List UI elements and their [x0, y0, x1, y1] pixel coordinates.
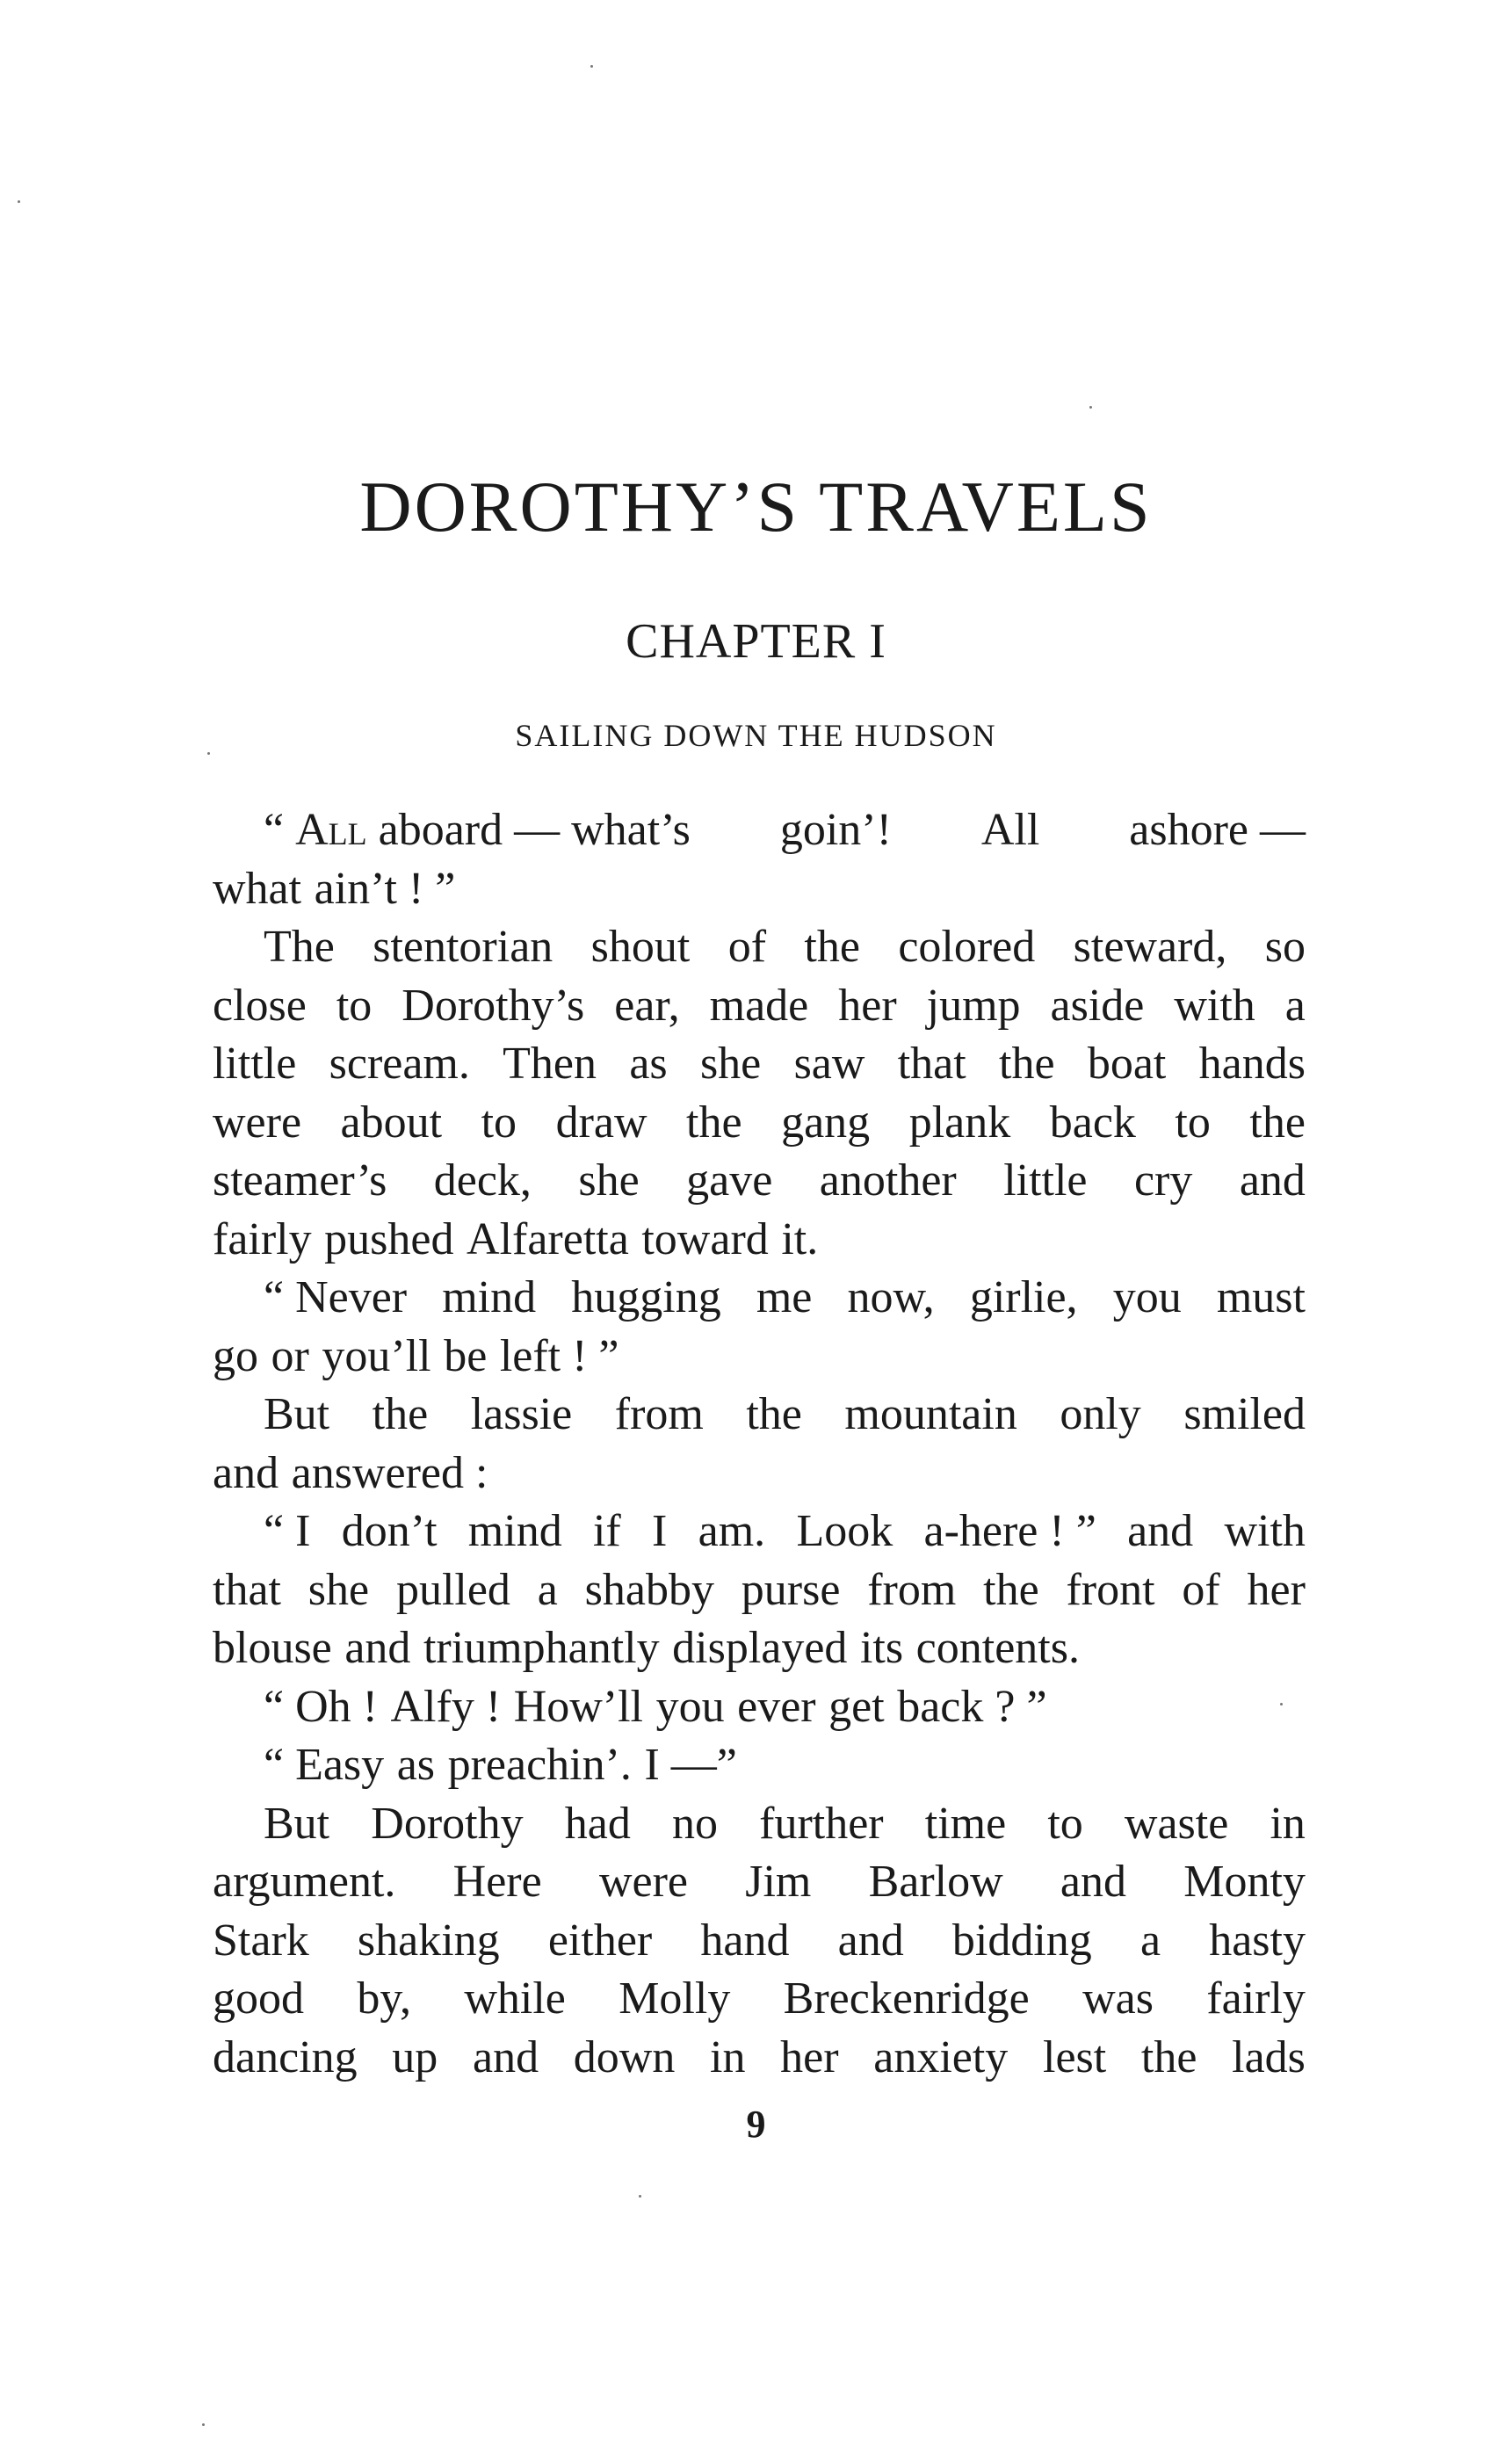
word: Monty: [1183, 1857, 1306, 1907]
word: she: [307, 1564, 370, 1615]
text-line: [213, 801, 1306, 860]
word: draw: [555, 1097, 647, 1148]
word: or: [271, 1330, 309, 1381]
word: anxiety: [873, 2031, 1009, 2082]
word: with: [1174, 980, 1255, 1031]
text-line: [213, 1211, 1306, 1270]
word: steamer’s: [213, 1155, 387, 1206]
word: must: [1216, 1272, 1306, 1322]
word: close: [213, 980, 307, 1031]
word: shabby: [584, 1564, 714, 1615]
word: she: [699, 1039, 762, 1089]
text-line: [213, 1269, 1306, 1328]
word: goin’!: [779, 805, 892, 855]
text-line: [213, 977, 1306, 1036]
word: jump: [926, 980, 1021, 1031]
word: by,: [357, 1973, 411, 2024]
word: of: [727, 922, 767, 972]
word: gang: [781, 1097, 871, 1148]
word: you: [655, 1681, 725, 1732]
word: hands: [1198, 1039, 1306, 1089]
word: and: [837, 1915, 904, 1966]
word: a: [1139, 1915, 1161, 1966]
word: and: [1127, 1506, 1194, 1556]
word: that: [213, 1564, 281, 1615]
word: you’ll: [322, 1330, 431, 1381]
text-line: [213, 1736, 1306, 1795]
word: hasty: [1209, 1915, 1306, 1966]
word: ear,: [614, 980, 680, 1031]
word: “ I: [264, 1506, 311, 1556]
word: “ Easy: [264, 1740, 385, 1790]
body-text: [213, 801, 1306, 2087]
word: fairly: [1206, 1973, 1306, 2024]
word: lassie: [470, 1389, 573, 1439]
word: shaking: [357, 1915, 500, 1966]
word: lest: [1043, 2031, 1107, 2082]
word: what: [213, 863, 302, 914]
word: answered :: [291, 1447, 488, 1498]
word: it.: [781, 1213, 819, 1264]
word: Here: [452, 1857, 542, 1907]
word: made: [709, 980, 809, 1031]
word: down: [573, 2031, 676, 2082]
word: a-here ! ”: [923, 1506, 1096, 1556]
word: shout: [590, 922, 691, 972]
word: Alfaretta: [467, 1213, 629, 1264]
word: contents.: [915, 1623, 1080, 1673]
word: a: [537, 1564, 558, 1615]
word: the: [999, 1039, 1055, 1089]
chapter-heading: CHAPTER I: [626, 614, 886, 669]
word: her: [1247, 1564, 1306, 1615]
word: the: [1140, 2031, 1197, 2082]
word: mind: [467, 1506, 562, 1556]
word: if: [592, 1506, 621, 1556]
word: toward: [641, 1213, 769, 1264]
text-line: [213, 1795, 1306, 1854]
text-line: [213, 1619, 1306, 1678]
word: be: [444, 1330, 488, 1381]
word: aboard — what’s: [366, 805, 691, 855]
word: deck,: [433, 1155, 532, 1206]
word: Breckenridge: [783, 1973, 1030, 2024]
word: and: [1239, 1155, 1306, 1206]
word: purse: [741, 1564, 841, 1615]
word: and: [472, 2031, 539, 2082]
word: the: [1249, 1097, 1306, 1148]
word: Dorothy: [371, 1798, 524, 1849]
word: get: [828, 1681, 885, 1732]
word: scream.: [329, 1039, 470, 1089]
word: from: [867, 1564, 957, 1615]
paper-speck: [202, 2423, 205, 2426]
text-line: [213, 1445, 1306, 1503]
word: fairly: [213, 1213, 312, 1264]
word: further: [759, 1798, 884, 1849]
paper-speck: [639, 2195, 641, 2198]
word: bidding: [951, 1915, 1092, 1966]
word: boat: [1087, 1039, 1167, 1089]
word: with: [1224, 1506, 1306, 1556]
word: the: [804, 922, 860, 972]
word: gave: [686, 1155, 773, 1206]
word: am.: [698, 1506, 766, 1556]
word: Dorothy’s: [402, 980, 585, 1031]
word: preachin’.: [447, 1740, 632, 1790]
word: go: [213, 1330, 258, 1381]
word: blouse: [213, 1623, 332, 1673]
word: the: [372, 1389, 429, 1439]
word: either: [547, 1915, 653, 1966]
word: to: [481, 1097, 517, 1148]
word: so: [1264, 922, 1306, 972]
word: Alfy !: [390, 1681, 502, 1732]
word: I —”: [644, 1740, 737, 1790]
text-line: [213, 1035, 1306, 1094]
word: stentorian: [373, 922, 553, 972]
word: and: [213, 1447, 279, 1498]
word: only: [1060, 1389, 1141, 1439]
word: to: [1047, 1798, 1083, 1849]
word: and: [1060, 1857, 1126, 1907]
word: smiled: [1183, 1389, 1306, 1439]
word: Barlow: [868, 1857, 1003, 1907]
word: But: [264, 1798, 330, 1849]
word: ashore —: [1129, 805, 1306, 855]
paper-speck: [207, 752, 210, 755]
paper-speck: [1089, 406, 1092, 409]
word: time: [924, 1798, 1007, 1849]
word: Look: [796, 1506, 893, 1556]
text-line: [213, 918, 1306, 977]
word: no: [671, 1798, 718, 1849]
word: saw: [793, 1039, 865, 1089]
text-line: [213, 1503, 1306, 1561]
chapter-title: SAILING DOWN THE HUDSON: [515, 718, 997, 753]
word: little: [213, 1039, 297, 1089]
word: to: [1175, 1097, 1211, 1148]
word: in: [1270, 1798, 1306, 1849]
word: don’t: [341, 1506, 438, 1556]
opening-phrase: [264, 801, 691, 860]
text-line: [213, 1386, 1306, 1445]
word: from: [614, 1389, 704, 1439]
word: back: [1049, 1097, 1136, 1148]
word: argument.: [213, 1857, 396, 1907]
word: the: [746, 1389, 802, 1439]
word: Stark: [213, 1915, 309, 1966]
word: Molly: [619, 1973, 731, 2024]
word: aside: [1050, 980, 1145, 1031]
text-line: [213, 1678, 1306, 1737]
word: colored: [898, 922, 1036, 972]
word: were: [598, 1857, 688, 1907]
word: cry: [1133, 1155, 1193, 1206]
word: the: [983, 1564, 1039, 1615]
text-line: [213, 860, 1306, 919]
word: steward,: [1073, 922, 1227, 972]
word: displayed: [672, 1623, 848, 1673]
text-line: [213, 1970, 1306, 2029]
word: her: [838, 980, 897, 1031]
word: about: [340, 1097, 443, 1148]
text-line: [213, 1912, 1306, 1971]
word: left ! ”: [499, 1330, 619, 1381]
word: her: [780, 2031, 839, 2082]
word: back ? ”: [897, 1681, 1047, 1732]
word: the: [686, 1097, 742, 1148]
word: to: [336, 980, 373, 1031]
word: But: [264, 1389, 330, 1439]
word: another: [819, 1155, 957, 1206]
word: you: [1112, 1272, 1182, 1322]
word: had: [564, 1798, 631, 1849]
word: Jim: [745, 1857, 812, 1907]
word: Then: [503, 1039, 597, 1089]
word: its: [859, 1623, 904, 1673]
word: mountain: [844, 1389, 1017, 1439]
word: mind: [442, 1272, 537, 1322]
word: pushed: [324, 1213, 454, 1264]
word: plank: [908, 1097, 1011, 1148]
word: little: [1003, 1155, 1088, 1206]
word: hugging: [571, 1272, 721, 1322]
paper-speck: [1280, 1703, 1283, 1705]
text-line: [213, 2029, 1306, 2088]
word: while: [464, 1973, 566, 2024]
page-number: 9: [746, 2103, 766, 2146]
text-line: [213, 1853, 1306, 1912]
word: up: [392, 2031, 438, 2082]
word: waste: [1124, 1798, 1229, 1849]
word: a: [1284, 980, 1306, 1031]
word: triumphantly: [423, 1623, 660, 1673]
word: pulled: [395, 1564, 510, 1615]
word: hand: [700, 1915, 790, 1966]
word: now,: [847, 1272, 935, 1322]
word: lads: [1232, 2031, 1306, 2082]
word: girlie,: [969, 1272, 1078, 1322]
word: in: [710, 2031, 746, 2082]
word: of: [1182, 1564, 1220, 1615]
text-line: [213, 1094, 1306, 1153]
word: me: [756, 1272, 813, 1322]
word: ever: [737, 1681, 816, 1732]
word: “ Oh !: [264, 1681, 378, 1732]
word: and: [344, 1623, 411, 1673]
word: good: [213, 1973, 304, 2024]
word: ain’t ! ”: [314, 863, 456, 914]
paper-speck: [18, 200, 20, 203]
word: All: [980, 805, 1040, 855]
word: “: [264, 805, 296, 855]
word: How’ll: [513, 1681, 644, 1732]
book-title: DOROTHY’S TRAVELS: [359, 467, 1153, 547]
word: All: [295, 805, 367, 855]
word: dancing: [213, 2031, 358, 2082]
text-line: [213, 1561, 1306, 1620]
word: I: [652, 1506, 668, 1556]
word: were: [213, 1097, 302, 1148]
word: that: [897, 1039, 966, 1089]
text-line: [213, 1328, 1306, 1387]
text-line: [213, 1152, 1306, 1211]
word: front: [1066, 1564, 1155, 1615]
word: she: [578, 1155, 640, 1206]
word: as: [629, 1039, 668, 1089]
word: was: [1082, 1973, 1154, 2024]
word: “ Never: [264, 1272, 408, 1322]
paper-speck: [590, 65, 593, 68]
word: The: [264, 922, 335, 972]
word: as: [396, 1740, 436, 1790]
